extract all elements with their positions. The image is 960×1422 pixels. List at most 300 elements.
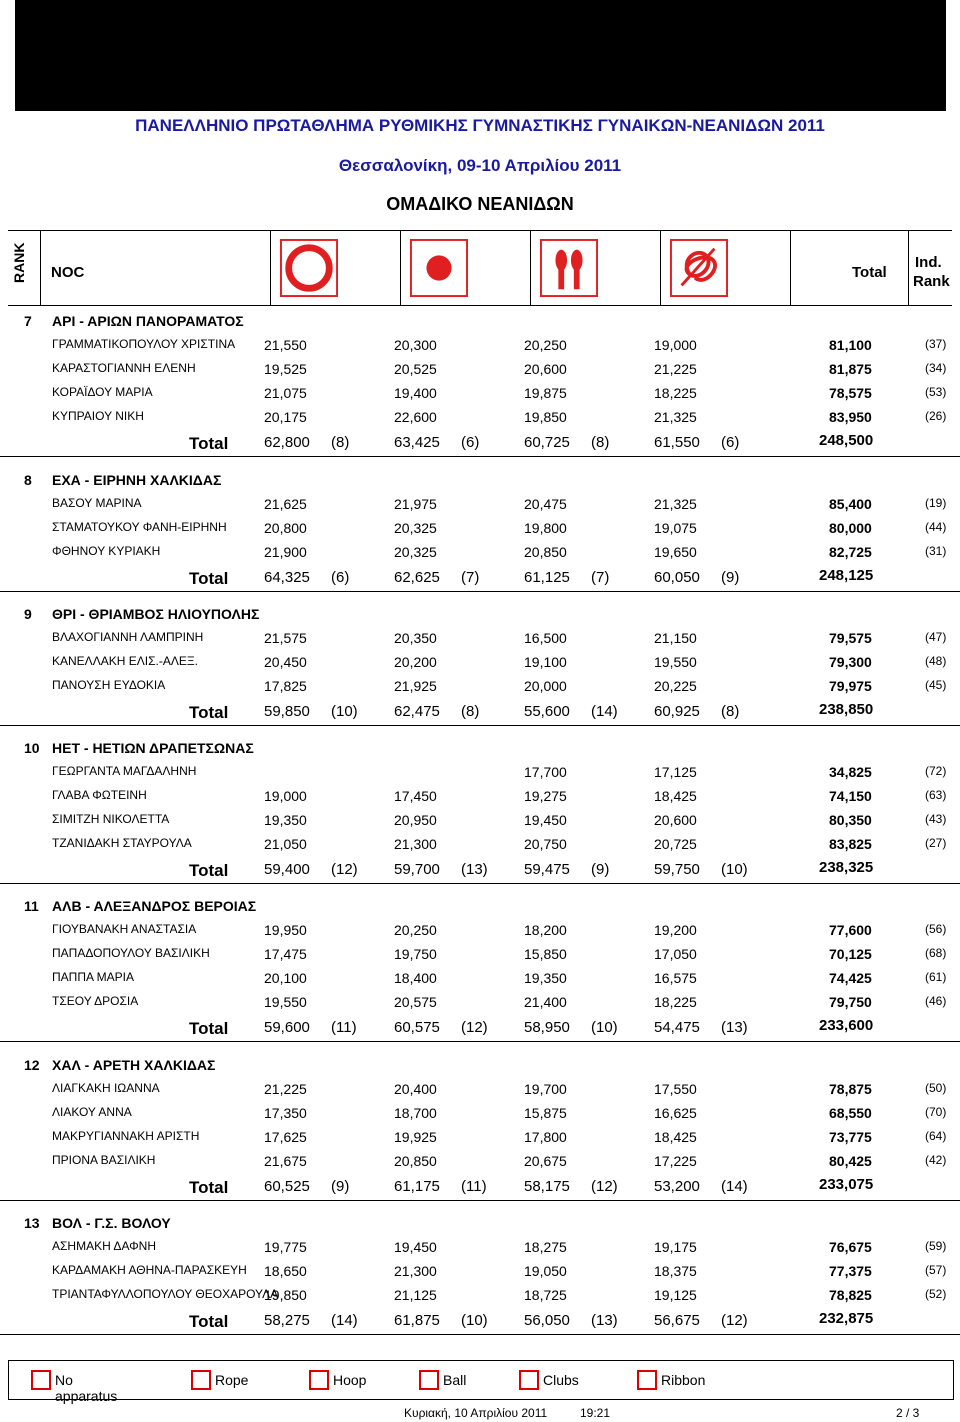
apparatus-team-rank: (11)	[461, 1178, 487, 1195]
apparatus-score: 19,350	[264, 812, 307, 828]
header-divider	[790, 231, 791, 305]
athlete-row	[0, 651, 960, 673]
athlete-row	[0, 1078, 960, 1100]
athlete-name: ΚΥΠΡΑΙΟΥ ΝΙΚΗ	[52, 409, 144, 423]
individual-rank: (59)	[925, 1239, 947, 1253]
header-divider	[660, 231, 661, 305]
team-grand-total: 248,125	[819, 567, 874, 584]
apparatus-team-rank: (9)	[331, 1178, 350, 1195]
team-rank: 13	[24, 1215, 40, 1231]
athlete-row	[0, 967, 960, 989]
apparatus-team-rank: (12)	[461, 1019, 488, 1036]
athlete-total: 70,125	[829, 946, 872, 962]
apparatus-team-rank: (6)	[331, 569, 350, 586]
team-row	[0, 895, 960, 917]
total-label: Total	[189, 703, 229, 722]
athlete-row	[0, 833, 960, 855]
athlete-row	[0, 675, 960, 697]
athlete-row	[0, 541, 960, 563]
athlete-row	[0, 761, 960, 783]
athlete-name: ΓΕΩΡΓΑΝΤΑ ΜΑΓΔΑΛΗΝΗ	[52, 764, 197, 778]
apparatus-team-total: 59,400	[264, 861, 310, 878]
athlete-total: 81,100	[829, 337, 872, 353]
apparatus-score: 19,200	[654, 922, 697, 938]
apparatus-score: 20,850	[524, 544, 567, 560]
athlete-row	[0, 627, 960, 649]
apparatus-team-total: 59,850	[264, 703, 310, 720]
apparatus-score: 17,225	[654, 1153, 697, 1169]
apparatus-score: 18,700	[394, 1105, 437, 1121]
apparatus-team-total: 60,725	[524, 434, 570, 451]
athlete-row	[0, 334, 960, 356]
apparatus-team-total: 59,750	[654, 861, 700, 878]
team-rank: 11	[24, 898, 39, 914]
apparatus-team-total: 61,875	[394, 1312, 440, 1329]
championship-title: ΠΑΝΕΛΛΗΝΙΟ ΠΡΩΤΑΘΛΗΜΑ ΡΥΘΜΙΚΗΣ ΓΥΜΝΑΣΤΙΚΗΣ ΓΥΝΑΙΚΩΝ-ΝΕΑΝΙΔΩΝ 2011	[135, 116, 825, 135]
apparatus-score: 16,500	[524, 630, 567, 646]
individual-rank: (19)	[925, 496, 947, 510]
apparatus-score: 20,525	[394, 361, 437, 377]
apparatus-score: 19,450	[394, 1239, 437, 1255]
athlete-row	[0, 785, 960, 807]
apparatus-score: 21,925	[394, 678, 437, 694]
apparatus-team-total: 58,175	[524, 1178, 570, 1195]
legend-label: Clubs	[543, 1372, 579, 1388]
hoop-icon	[280, 239, 338, 297]
apparatus-score: 20,400	[394, 1081, 437, 1097]
header-divider	[270, 231, 271, 305]
apparatus-score: 18,725	[524, 1287, 567, 1303]
total-label: Total	[189, 1178, 229, 1197]
apparatus-score: 18,650	[264, 1263, 307, 1279]
individual-rank: (31)	[925, 544, 947, 558]
total-label: Total	[189, 1019, 229, 1038]
apparatus-score: 19,850	[524, 409, 567, 425]
athlete-name: ΦΘΗΝΟΥ ΚΥΡΙΑΚΗ	[52, 544, 161, 558]
apparatus-score: 18,275	[524, 1239, 567, 1255]
athlete-name: ΤΖΑΝΙΔΑΚΗ ΣΤΑΥΡΟΥΛΑ	[52, 836, 192, 850]
apparatus-score: 15,875	[524, 1105, 567, 1121]
apparatus-team-rank: (7)	[591, 569, 610, 586]
athlete-total: 78,825	[829, 1287, 872, 1303]
category-title: ΟΜΑΔΙΚΟ ΝΕΑΝΙΔΩΝ	[386, 194, 574, 214]
team-name: ΒΟΛ - Γ.Σ. ΒΟΛΟΥ	[52, 1215, 171, 1231]
apparatus-score: 21,575	[264, 630, 307, 646]
apparatus-score: 22,600	[394, 409, 437, 425]
footer-page: 2 / 3	[896, 1406, 920, 1420]
athlete-name: ΚΑΡΔΑΜΑΚΗ ΑΘΗΝΑ-ΠΑΡΑΣΚΕΥΗ	[52, 1263, 247, 1277]
apparatus-score: 20,600	[654, 812, 697, 828]
athlete-name: ΚΑΝΕΛΛΑΚΗ ΕΛΙΣ.-ΑΛΕΞ.	[52, 654, 198, 668]
apparatus-score: 21,625	[264, 496, 307, 512]
apparatus-score: 20,300	[394, 337, 437, 353]
team-row	[0, 603, 960, 625]
athlete-name: ΛΙΑΚΟΥ ΑΝΝΑ	[52, 1105, 132, 1119]
athlete-name: ΠΑΝΟΥΣΗ ΕΥΔΟΚΙΑ	[52, 678, 166, 692]
apparatus-score: 19,525	[264, 361, 307, 377]
individual-rank: (43)	[925, 812, 947, 826]
individual-rank: (34)	[925, 361, 947, 375]
apparatus-score: 17,475	[264, 946, 307, 962]
apparatus-score: 19,000	[264, 788, 307, 804]
apparatus-team-total: 60,575	[394, 1019, 440, 1036]
apparatus-team-rank: (8)	[331, 434, 350, 451]
ind-rank-header-line1: Ind.	[915, 254, 942, 271]
footer-time: 19:21	[580, 1406, 611, 1420]
athlete-name: ΒΛΑΧΟΓΙΑΝΝΗ ΛΑΜΠΡΙΝΗ	[52, 630, 204, 644]
individual-rank: (61)	[925, 970, 947, 984]
athlete-row	[0, 517, 960, 539]
athlete-total: 83,825	[829, 836, 872, 852]
apparatus-score: 21,550	[264, 337, 307, 353]
athlete-name: ΑΣΗΜΑΚΗ ΔΑΦΝΗ	[52, 1239, 157, 1253]
apparatus-score: 20,325	[394, 520, 437, 536]
apparatus-score: 20,575	[394, 994, 437, 1010]
team-grand-total: 238,850	[819, 701, 874, 718]
team-name: ΧΑΛ - ΑΡΕΤΗ ΧΑΛΚΙΔΑΣ	[52, 1057, 216, 1073]
team-total-row	[0, 1176, 960, 1201]
apparatus-team-rank: (14)	[331, 1312, 358, 1329]
apparatus-team-total: 56,050	[524, 1312, 570, 1329]
apparatus-score: 19,925	[394, 1129, 437, 1145]
apparatus-team-total: 61,125	[524, 569, 570, 586]
team-name: ΑΡΙ - ΑΡΙΩΝ ΠΑΝΟΡΑΜΑΤΟΣ	[52, 313, 244, 329]
athlete-row	[0, 1236, 960, 1258]
total-label: Total	[189, 861, 229, 880]
team-total-row	[0, 701, 960, 726]
apparatus-team-rank: (13)	[591, 1312, 618, 1329]
apparatus-score: 19,700	[524, 1081, 567, 1097]
apparatus-score: 19,875	[524, 385, 567, 401]
individual-rank: (42)	[925, 1153, 947, 1167]
athlete-total: 80,425	[829, 1153, 872, 1169]
athlete-total: 74,150	[829, 788, 872, 804]
apparatus-team-rank: (13)	[721, 1019, 748, 1036]
individual-rank: (68)	[925, 946, 947, 960]
apparatus-team-total: 60,525	[264, 1178, 310, 1195]
apparatus-team-rank: (8)	[721, 703, 740, 720]
team-name: ΘΡΙ - ΘΡΙΑΜΒΟΣ ΗΛΙΟΥΠΟΛΗΣ	[52, 606, 260, 622]
legend-label: Hoop	[333, 1372, 367, 1388]
apparatus-team-total: 64,325	[264, 569, 310, 586]
apparatus-score: 17,050	[654, 946, 697, 962]
apparatus-score: 20,850	[394, 1153, 437, 1169]
apparatus-score: 19,550	[654, 654, 697, 670]
athlete-total: 81,875	[829, 361, 872, 377]
legend-label: Ribbon	[661, 1372, 706, 1388]
apparatus-score: 18,375	[654, 1263, 697, 1279]
apparatus-score: 20,200	[394, 654, 437, 670]
athlete-total: 78,575	[829, 385, 872, 401]
individual-rank: (48)	[925, 654, 947, 668]
apparatus-score: 19,650	[654, 544, 697, 560]
apparatus-score: 16,575	[654, 970, 697, 986]
ball-icon	[419, 1370, 439, 1390]
apparatus-score: 20,800	[264, 520, 307, 536]
apparatus-score: 19,750	[394, 946, 437, 962]
individual-rank: (53)	[925, 385, 947, 399]
header-divider	[40, 231, 41, 305]
apparatus-score: 19,400	[394, 385, 437, 401]
apparatus-team-total: 61,175	[394, 1178, 440, 1195]
team-grand-total: 233,600	[819, 1017, 874, 1034]
apparatus-score: 21,050	[264, 836, 307, 852]
apparatus-score: 17,125	[654, 764, 697, 780]
apparatus-score: 20,350	[394, 630, 437, 646]
athlete-total: 68,550	[829, 1105, 872, 1121]
apparatus-team-total: 55,600	[524, 703, 570, 720]
apparatus-score: 19,075	[654, 520, 697, 536]
individual-rank: (26)	[925, 409, 947, 423]
top-banner	[15, 0, 946, 111]
individual-rank: (27)	[925, 836, 947, 850]
apparatus-score: 21,900	[264, 544, 307, 560]
apparatus-score: 19,125	[654, 1287, 697, 1303]
ind-rank-header-line2: Rank	[913, 273, 950, 290]
ball-icon	[410, 239, 468, 297]
apparatus-score: 21,300	[394, 1263, 437, 1279]
apparatus-score: 19,000	[654, 337, 697, 353]
apparatus-team-rank: (10)	[721, 861, 748, 878]
athlete-total: 34,825	[829, 764, 872, 780]
athlete-name: ΣΙΜΙΤΖΗ ΝΙΚΟΛΕΤΤΑ	[52, 812, 170, 826]
apparatus-score: 19,100	[524, 654, 567, 670]
athlete-name: ΜΑΚΡΥΓΙΑΝΝΑΚΗ ΑΡΙΣΤΗ	[52, 1129, 200, 1143]
apparatus-score: 20,250	[394, 922, 437, 938]
athlete-name: ΓΙΟΥΒΑΝΑΚΗ ΑΝΑΣΤΑΣΙΑ	[52, 922, 197, 936]
apparatus-team-rank: (11)	[331, 1019, 357, 1036]
apparatus-team-rank: (9)	[721, 569, 740, 586]
team-row	[0, 469, 960, 491]
apparatus-score: 19,450	[524, 812, 567, 828]
athlete-name: ΤΡΙΑΝΤΑΦΥΛΛΟΠΟΥΛΟΥ ΘΕΟΧΑΡΟΥΛΑ	[52, 1287, 279, 1301]
apparatus-team-total: 59,600	[264, 1019, 310, 1036]
apparatus-score: 17,625	[264, 1129, 307, 1145]
apparatus-team-rank: (12)	[721, 1312, 748, 1329]
apparatus-team-total: 54,475	[654, 1019, 700, 1036]
apparatus-team-rank: (6)	[721, 434, 740, 451]
apparatus-score: 18,225	[654, 385, 697, 401]
athlete-name: ΤΣΕΟΥ ΔΡΟΣΙΑ	[52, 994, 139, 1008]
apparatus-score: 18,425	[654, 1129, 697, 1145]
total-label: Total	[189, 569, 229, 588]
apparatus-score: 20,100	[264, 970, 307, 986]
team-total-row	[0, 1017, 960, 1042]
apparatus-score: 20,600	[524, 361, 567, 377]
athlete-total: 77,375	[829, 1263, 872, 1279]
apparatus-team-total: 60,050	[654, 569, 700, 586]
apparatus-score: 18,425	[654, 788, 697, 804]
apparatus-score: 21,325	[654, 409, 697, 425]
venue-date: Θεσσαλονίκη, 09-10 Απριλίου 2011	[338, 156, 622, 175]
apparatus-score: 21,225	[654, 361, 697, 377]
apparatus-team-total: 63,425	[394, 434, 440, 451]
apparatus-score: 18,200	[524, 922, 567, 938]
apparatus-team-rank: (12)	[591, 1178, 618, 1195]
athlete-name: ΚΟΡΑΪΔΟΥ ΜΑΡΙΑ	[52, 385, 153, 399]
athlete-row	[0, 1126, 960, 1148]
apparatus-score: 16,625	[654, 1105, 697, 1121]
rank-header: RANK	[11, 242, 27, 283]
apparatus-score: 20,450	[264, 654, 307, 670]
team-row	[0, 310, 960, 332]
apparatus-score: 19,950	[264, 922, 307, 938]
apparatus-team-total: 62,475	[394, 703, 440, 720]
individual-rank: (44)	[925, 520, 947, 534]
apparatus-score: 20,725	[654, 836, 697, 852]
athlete-row	[0, 1284, 960, 1306]
apparatus-score: 20,675	[524, 1153, 567, 1169]
clubs-icon	[540, 239, 598, 297]
ribbon-icon	[670, 239, 728, 297]
apparatus-team-rank: (10)	[461, 1312, 488, 1329]
noc-header: NOC	[51, 264, 85, 281]
apparatus-team-total: 56,675	[654, 1312, 700, 1329]
team-row	[0, 1212, 960, 1234]
apparatus-team-rank: (14)	[591, 703, 618, 720]
apparatus-score: 20,750	[524, 836, 567, 852]
athlete-total: 85,400	[829, 496, 872, 512]
athlete-total: 73,775	[829, 1129, 872, 1145]
apparatus-score: 20,225	[654, 678, 697, 694]
apparatus-score: 20,000	[524, 678, 567, 694]
apparatus-team-total: 62,625	[394, 569, 440, 586]
team-grand-total: 248,500	[819, 432, 874, 449]
apparatus-legend	[8, 1360, 954, 1404]
apparatus-score: 20,325	[394, 544, 437, 560]
individual-rank: (46)	[925, 994, 947, 1008]
apparatus-team-rank: (13)	[461, 861, 488, 878]
athlete-total: 76,675	[829, 1239, 872, 1255]
athlete-name: ΠΡΙΟΝΑ ΒΑΣΙΛΙΚΗ	[52, 1153, 156, 1167]
athlete-name: ΓΛΑΒΑ ΦΩΤΕΙΝΗ	[52, 788, 147, 802]
athlete-row	[0, 1260, 960, 1282]
apparatus-team-rank: (8)	[461, 703, 480, 720]
athlete-name: ΒΑΣΟΥ ΜΑΡΙΝΑ	[52, 496, 142, 510]
team-grand-total: 238,325	[819, 859, 874, 876]
athlete-row	[0, 991, 960, 1013]
apparatus-score: 17,450	[394, 788, 437, 804]
header-divider	[908, 231, 909, 305]
team-row	[0, 737, 960, 759]
team-name: ΑΛΒ - ΑΛΕΞΑΝΔΡΟΣ ΒΕΡΟΙΑΣ	[52, 898, 257, 914]
apparatus-score: 19,850	[264, 1287, 307, 1303]
athlete-row	[0, 406, 960, 428]
apparatus-score: 20,175	[264, 409, 307, 425]
apparatus-team-rank: (7)	[461, 569, 480, 586]
team-total-row	[0, 432, 960, 457]
apparatus-team-rank: (10)	[331, 703, 358, 720]
table-header	[8, 230, 952, 306]
apparatus-score: 21,125	[394, 1287, 437, 1303]
apparatus-score: 18,400	[394, 970, 437, 986]
team-rank: 12	[24, 1057, 40, 1073]
apparatus-team-rank: (12)	[331, 861, 358, 878]
athlete-name: ΓΡΑΜΜΑΤΙΚΟΠΟΥΛΟΥ ΧΡΙΣΤΙΝΑ	[52, 337, 236, 351]
team-row	[0, 1054, 960, 1076]
legend-label: No apparatus	[55, 1372, 118, 1404]
rope-icon	[191, 1370, 211, 1390]
athlete-total: 83,950	[829, 409, 872, 425]
athlete-name: ΠΑΠΠΑ ΜΑΡΙΑ	[52, 970, 135, 984]
athlete-total: 79,750	[829, 994, 872, 1010]
apparatus-team-total: 59,475	[524, 861, 570, 878]
apparatus-score: 20,475	[524, 496, 567, 512]
athlete-row	[0, 1102, 960, 1124]
individual-rank: (64)	[925, 1129, 947, 1143]
apparatus-score: 19,050	[524, 1263, 567, 1279]
athlete-total: 82,725	[829, 544, 872, 560]
individual-rank: (52)	[925, 1287, 947, 1301]
team-name: ΗΕΤ - ΗΕΤΙΩΝ ΔΡΑΠΕΤΣΩΝΑΣ	[52, 740, 254, 756]
no-apparatus-icon	[31, 1370, 51, 1390]
athlete-row	[0, 493, 960, 515]
individual-rank: (56)	[925, 922, 947, 936]
apparatus-team-total: 58,950	[524, 1019, 570, 1036]
apparatus-team-rank: (14)	[721, 1178, 748, 1195]
apparatus-team-total: 59,700	[394, 861, 440, 878]
total-header: Total	[852, 264, 887, 281]
athlete-name: ΣΤΑΜΑΤΟΥΚΟΥ ΦΑΝΗ-ΕΙΡΗΝΗ	[52, 520, 227, 534]
apparatus-team-rank: (6)	[461, 434, 480, 451]
apparatus-team-total: 60,925	[654, 703, 700, 720]
header-divider	[530, 231, 531, 305]
apparatus-score: 19,800	[524, 520, 567, 536]
apparatus-score: 17,800	[524, 1129, 567, 1145]
total-label: Total	[189, 1312, 229, 1331]
team-rank: 8	[24, 472, 32, 488]
apparatus-score: 17,550	[654, 1081, 697, 1097]
athlete-row	[0, 943, 960, 965]
individual-rank: (70)	[925, 1105, 947, 1119]
individual-rank: (37)	[925, 337, 947, 351]
legend-label: Ball	[443, 1372, 467, 1388]
apparatus-team-total: 61,550	[654, 434, 700, 451]
total-label: Total	[189, 434, 229, 453]
apparatus-score: 21,975	[394, 496, 437, 512]
athlete-name: ΚΑΡΑΣΤΟΓΙΑΝΝΗ ΕΛΕΝΗ	[52, 361, 196, 375]
apparatus-score: 21,075	[264, 385, 307, 401]
athlete-total: 80,350	[829, 812, 872, 828]
apparatus-score: 19,550	[264, 994, 307, 1010]
apparatus-score: 18,225	[654, 994, 697, 1010]
team-total-row	[0, 859, 960, 884]
athlete-row	[0, 1150, 960, 1172]
apparatus-score: 17,825	[264, 678, 307, 694]
apparatus-score: 19,275	[524, 788, 567, 804]
header-divider	[400, 231, 401, 305]
apparatus-score: 20,250	[524, 337, 567, 353]
athlete-row	[0, 382, 960, 404]
team-rank: 10	[24, 740, 40, 756]
athlete-name: ΠΑΠΑΔΟΠΟΥΛΟΥ ΒΑΣΙΛΙΚΗ	[52, 946, 210, 960]
athlete-row	[0, 809, 960, 831]
apparatus-score: 21,675	[264, 1153, 307, 1169]
athlete-name: ΛΙΑΓΚΑΚΗ ΙΩΑΝΝΑ	[52, 1081, 160, 1095]
apparatus-team-total: 62,800	[264, 434, 310, 451]
apparatus-score: 15,850	[524, 946, 567, 962]
individual-rank: (63)	[925, 788, 947, 802]
apparatus-score: 21,325	[654, 496, 697, 512]
team-name: ΕΧΑ - ΕΙΡΗΝΗ ΧΑΛΚΙΔΑΣ	[52, 472, 222, 488]
individual-rank: (50)	[925, 1081, 947, 1095]
team-rank: 7	[24, 313, 32, 329]
individual-rank: (47)	[925, 630, 947, 644]
athlete-total: 79,975	[829, 678, 872, 694]
athlete-row	[0, 919, 960, 941]
hoop-icon	[309, 1370, 329, 1390]
footer-date: Κυριακή, 10 Απριλίου 2011	[404, 1406, 548, 1420]
